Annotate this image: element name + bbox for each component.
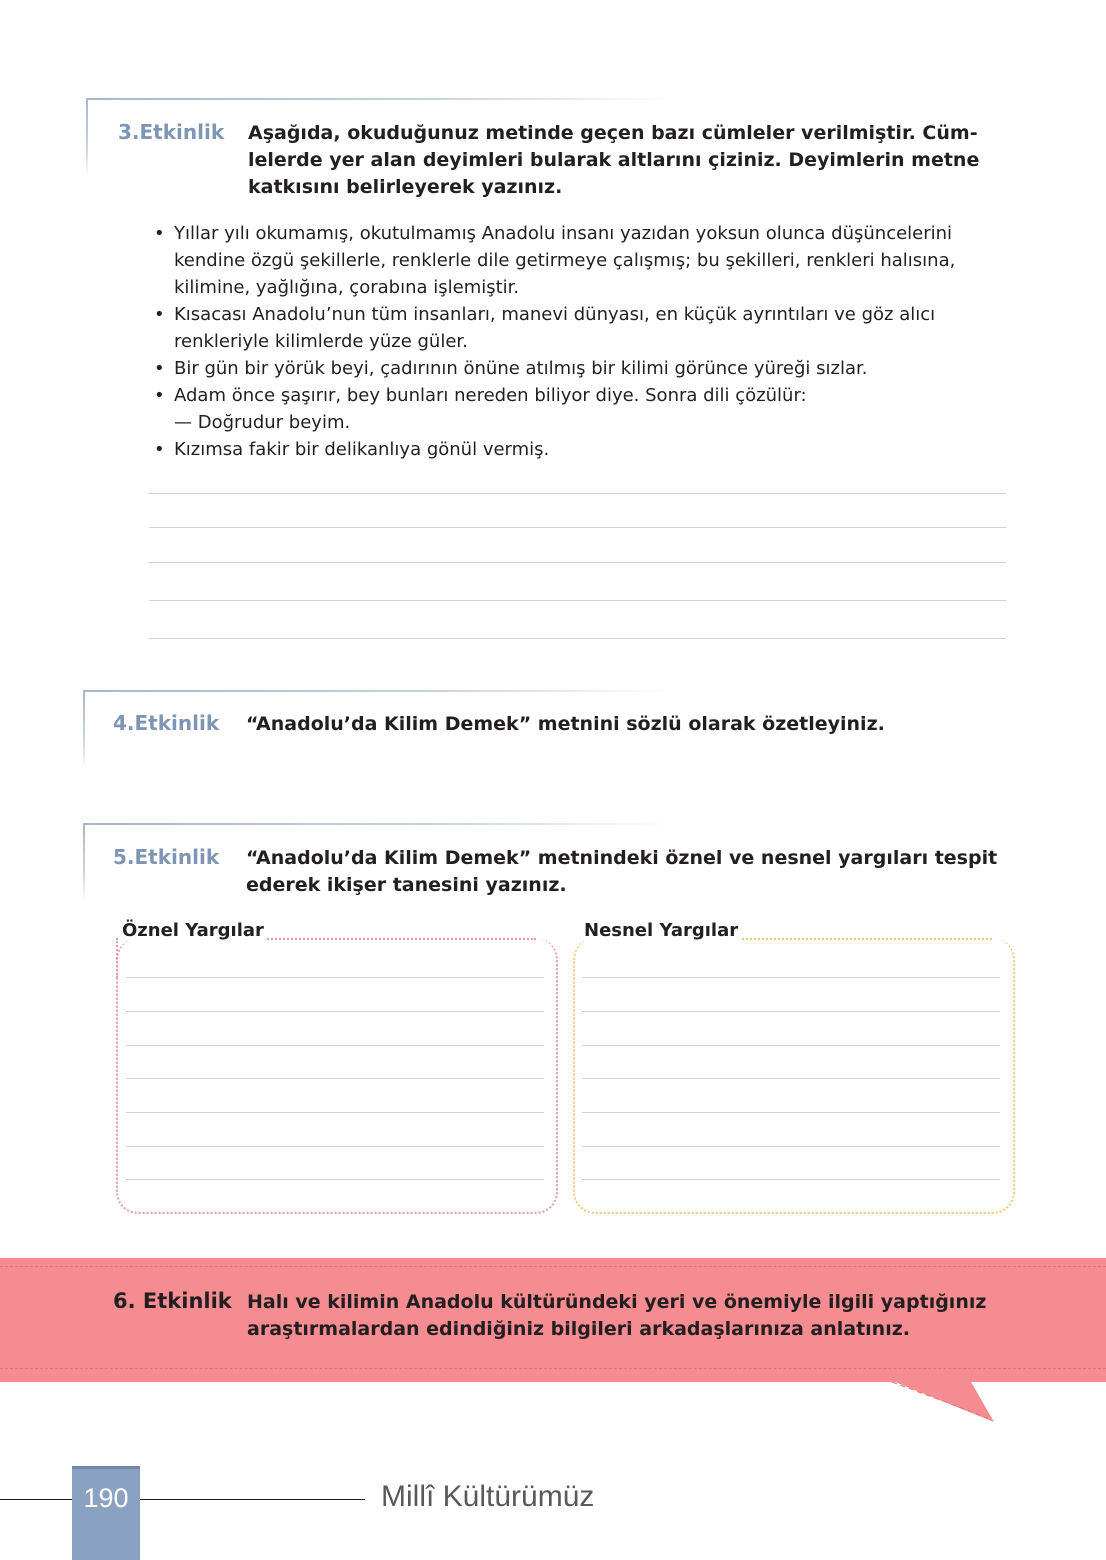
list-item	[152, 355, 1022, 382]
activity3-frame-top	[86, 98, 676, 100]
subjective-box-corner	[116, 938, 122, 978]
banner-dashed-border-bottom	[0, 1368, 1106, 1369]
page-number: 190	[83, 1483, 129, 1513]
writing-line[interactable]	[149, 562, 1006, 563]
activity4-instruction: “Anadolu’da Kilim Demek” metnini sözlü olarak özetleyiniz.	[246, 713, 885, 735]
activity6-label: 6. Etkinlik	[113, 1289, 232, 1313]
activity5-frame-top	[83, 823, 673, 825]
list-item-line: • Yıllar yılı okumamış, okutulmamış Anadolu insanı yazıdan yoksun olunca düşüncelerini	[174, 223, 953, 244]
writing-line[interactable]	[149, 638, 1006, 639]
speech-bubble-tail-icon	[880, 1380, 1000, 1424]
banner-dashed-border-top	[0, 1266, 1106, 1267]
activity6-instruction-line: araştırmalardan edindiğiniz bilgileri arkadaşlarınıza anlatınız.	[247, 1318, 910, 1340]
writing-line[interactable]	[149, 527, 1006, 528]
activity6-instruction-line: Halı ve kilimin Anadolu kültüründeki yeri ve önemiyle ilgili yaptığınız	[247, 1291, 987, 1313]
list-item	[152, 436, 1022, 463]
writing-line[interactable]	[126, 1179, 544, 1180]
writing-line[interactable]	[582, 977, 1000, 978]
writing-line[interactable]	[126, 1146, 544, 1147]
activity5-frame-left	[83, 823, 85, 903]
activity3-instruction-line: lelerde yer alan deyimleri bularak altlarını çiziniz. Deyimlerin metne	[248, 149, 980, 171]
list-item-line: • Adam önce şaşırır, bey bunları nereden biliyor diye. Sonra dili çözülür:	[174, 385, 807, 406]
subjective-judgments-title: Öznel Yargılar	[122, 920, 264, 941]
activity3-instruction-line: katkısını belirleyerek yazınız.	[248, 176, 563, 198]
writing-line[interactable]	[126, 1045, 544, 1046]
list-item-line: kendine özgü şekillerle, renklerle dile getirmeye çalışmış; bu şekilleri, renkleri halısına,	[174, 250, 956, 271]
writing-line[interactable]	[582, 1011, 1000, 1012]
objective-judgments-title: Nesnel Yargılar	[584, 920, 739, 941]
activity4-frame-left	[83, 690, 85, 770]
activity3-frame-left	[86, 98, 88, 178]
subjective-box-top-border	[260, 938, 536, 940]
footer-rule	[0, 1499, 365, 1500]
list-item	[152, 382, 1022, 436]
writing-line[interactable]	[582, 1112, 1000, 1113]
list-item	[152, 220, 1022, 301]
writing-line[interactable]	[582, 1045, 1000, 1046]
activity5-instruction-line: “Anadolu’da Kilim Demek” metnindeki öznel ve nesnel yargıları tespit	[246, 847, 998, 869]
list-item-line: kilimine, yağlığına, çorabına işlemiştir.	[174, 277, 520, 298]
subjective-judgments-box	[116, 938, 558, 1214]
activity3-sentence-list	[152, 220, 1022, 463]
activity4-frame-top	[83, 690, 673, 692]
activity3-label: 3.Etkinlik	[118, 120, 225, 144]
writing-line[interactable]	[149, 600, 1006, 601]
activity5-instruction-line: ederek ikişer tanesini yazınız.	[246, 874, 567, 896]
book-title: Millî Kültürümüz	[381, 1480, 595, 1513]
writing-line[interactable]	[126, 977, 544, 978]
writing-line[interactable]	[582, 1146, 1000, 1147]
writing-line[interactable]	[126, 1078, 544, 1079]
activity5-label: 5.Etkinlik	[113, 845, 220, 869]
objective-judgments-box	[573, 938, 1015, 1214]
list-item-line: • Kısacası Anadolu’nun tüm insanları, manevi dünyası, en küçük ayrıntıları ve göz alıcı	[174, 304, 936, 325]
writing-line[interactable]	[582, 1179, 1000, 1180]
list-item-line: — Doğrudur beyim.	[174, 412, 351, 433]
activity6-instruction	[247, 1289, 1047, 1343]
list-item-line: • Kızımsa fakir bir delikanlıya gönül vermiş.	[174, 439, 550, 460]
activity5-instruction	[246, 845, 1036, 899]
writing-line[interactable]	[126, 1112, 544, 1113]
activity3-instruction-line: Aşağıda, okuduğunuz metinde geçen bazı cümleler verilmiştir. Cüm-	[248, 122, 978, 144]
activity4-label: 4.Etkinlik	[113, 711, 220, 735]
writing-line[interactable]	[582, 1078, 1000, 1079]
writing-line[interactable]	[149, 493, 1006, 494]
writing-line[interactable]	[126, 1011, 544, 1012]
list-item-line: renkleriyle kilimlerde yüze güler.	[174, 331, 468, 352]
activity3-instruction	[248, 120, 1028, 201]
objective-box-top-border	[734, 938, 992, 940]
list-item-line: • Bir gün bir yörük beyi, çadırının önüne atılmış bir kilimi görünce yüreği sızlar.	[174, 358, 868, 379]
list-item	[152, 301, 1022, 355]
